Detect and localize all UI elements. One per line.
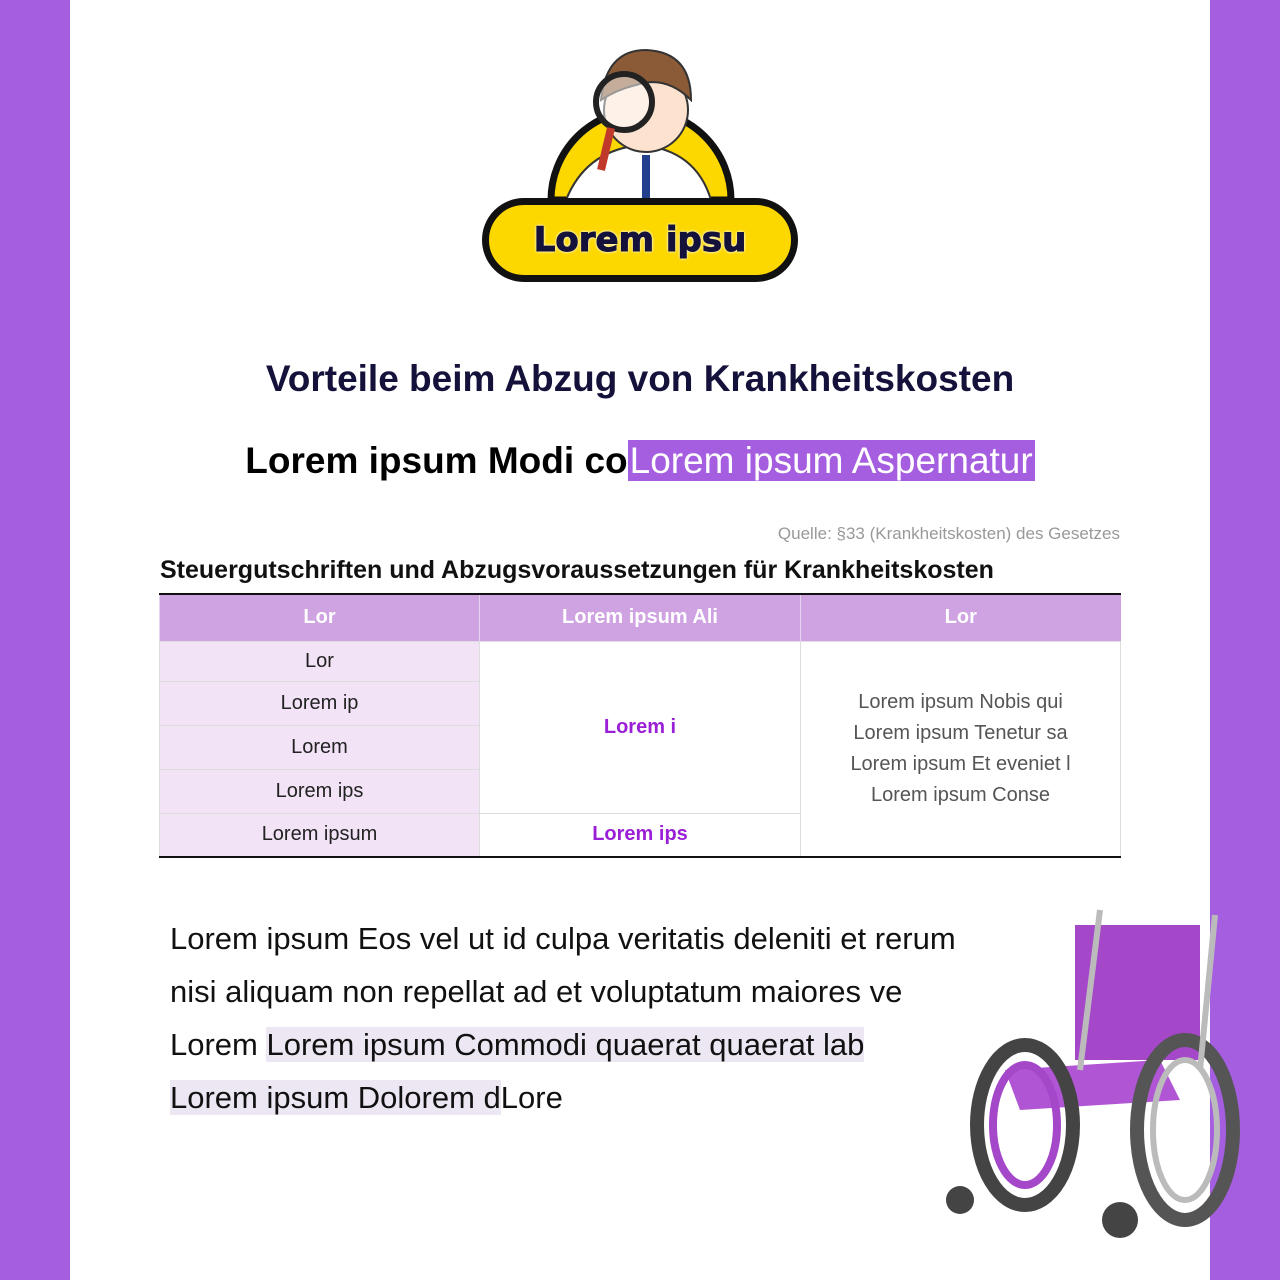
table-cell: Lorem ipsum (160, 813, 480, 857)
note-line: Lorem ipsum Et eveniet l (850, 752, 1071, 775)
header-cell: Lor (160, 594, 480, 641)
highlighted-text: Lorem ipsum Commodi quaerat quaerat lab (266, 1027, 865, 1062)
body-text (170, 912, 1050, 1124)
text: Lore (500, 1080, 563, 1115)
subtitle-highlight: Lorem ipsum Aspernatur (629, 440, 1033, 481)
body-line: nisi aliquam non repellat ad et voluptatum maiores ve (170, 974, 903, 1009)
wheelchair-illustration (930, 900, 1250, 1250)
header-cell: Lorem ipsum Ali (480, 594, 801, 641)
table-cell-notes (801, 641, 1121, 857)
table-cell: Lorem ips (160, 769, 480, 813)
highlighted-text: Lorem ipsum Dolorem d (170, 1080, 501, 1115)
page-title: Vorteile beim Abzug von Krankheitskosten (265, 358, 1015, 399)
table-header-row (160, 594, 1121, 641)
table-caption: Steuergutschriften und Abzugsvoraussetzungen für Krankheitskosten (160, 556, 994, 584)
logo-badge (482, 198, 798, 282)
logo-text: Lorem ipsu (533, 220, 747, 260)
note-line: Lorem ipsum Conse (871, 783, 1050, 806)
table-cell: Lor (160, 641, 480, 681)
table-row (160, 641, 1121, 681)
note-line: Lorem ipsum Tenetur sa (853, 721, 1068, 744)
table-source: Quelle: §33 (Krankheitskosten) des Gesetzes (777, 524, 1120, 543)
detective-illustration (546, 40, 736, 210)
table-cell: Lorem ips (480, 813, 801, 857)
header-cell: Lor (801, 594, 1121, 641)
body-line (170, 1018, 1050, 1071)
table-cell: Lorem i (480, 641, 801, 813)
tax-table (159, 593, 1121, 858)
text: Lorem (170, 1027, 267, 1062)
body-line (170, 1071, 1050, 1124)
table-cell: Lorem ip (160, 681, 480, 725)
table-cell: Lorem (160, 725, 480, 769)
body-line: Lorem ipsum Eos vel ut id culpa veritatis deleniti et rerum (170, 921, 956, 956)
subtitle (0, 440, 1280, 482)
subtitle-plain: Lorem ipsum Modi co (245, 440, 628, 481)
note-line: Lorem ipsum Nobis qui (858, 690, 1063, 713)
